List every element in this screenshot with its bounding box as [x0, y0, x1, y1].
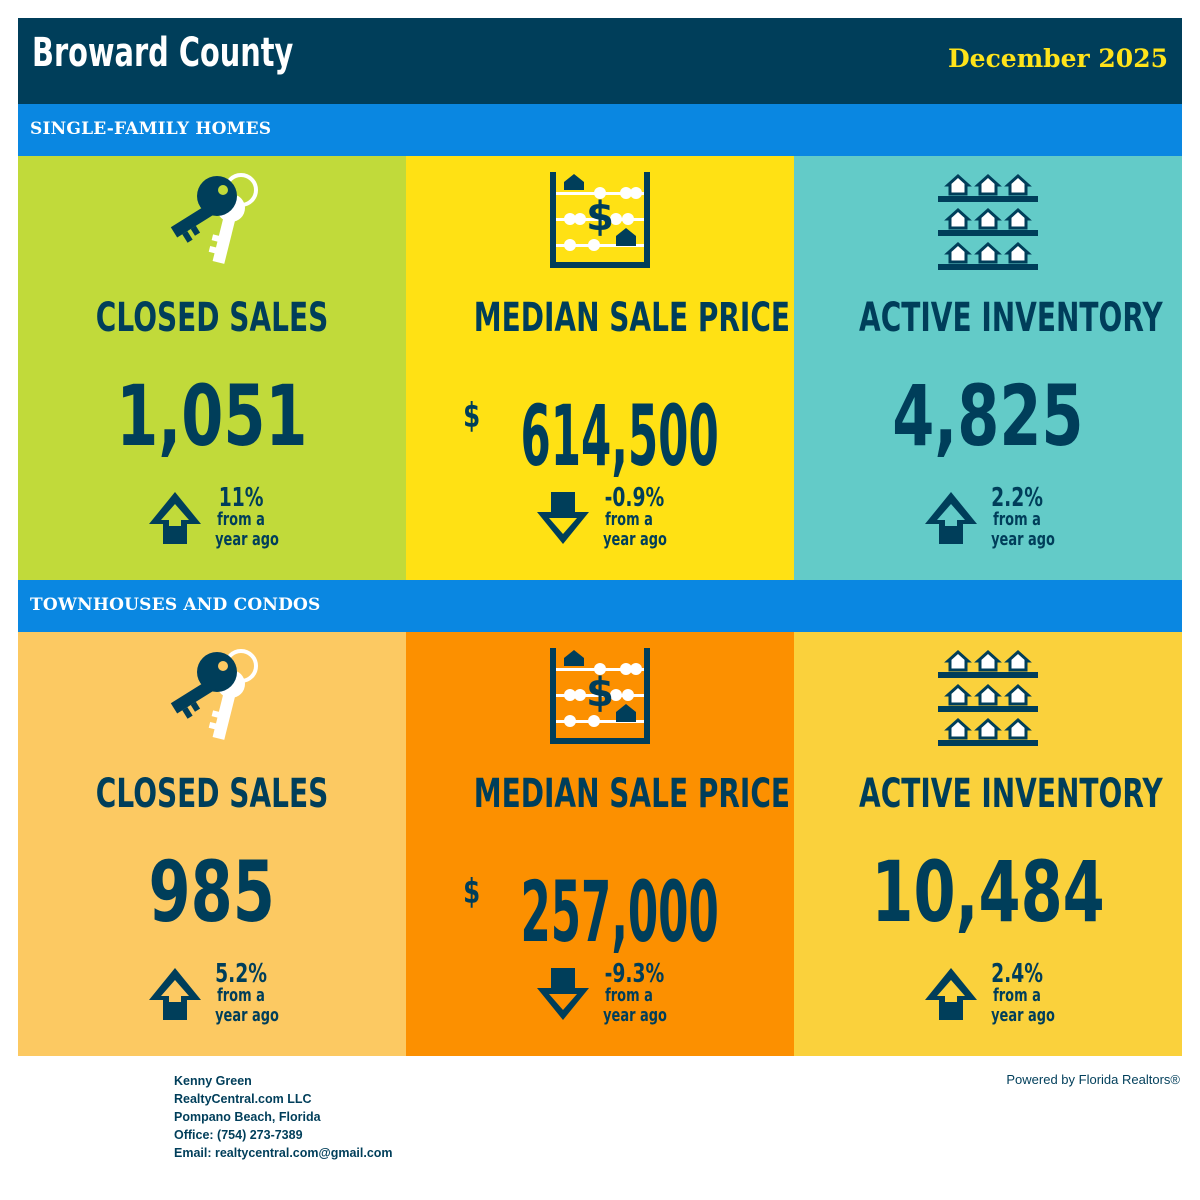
section-townhouses-condos [18, 580, 1182, 632]
metric-change [18, 483, 406, 552]
change-note-1: from a [993, 509, 1041, 530]
header-bar [18, 18, 1182, 104]
tc-median-price-card [406, 632, 794, 1056]
up-arrow-icon [147, 966, 203, 1022]
metric-value: 1,051 [116, 367, 308, 465]
sf-closed-sales-card [18, 156, 406, 580]
up-arrow-icon [923, 490, 979, 546]
single-family-row [18, 156, 1182, 580]
currency-symbol: $ [463, 396, 481, 436]
tc-active-inventory-card [794, 632, 1182, 1056]
agent-email: Email: realtycentral.com@gmail.com [174, 1146, 393, 1160]
metric-change [794, 959, 1182, 1028]
change-note-1: from a [217, 985, 265, 1006]
section-heading: TOWNHOUSES AND CONDOS [30, 595, 321, 615]
agent-contact [174, 1072, 393, 1162]
change-note-2: year ago [215, 529, 279, 550]
metric-value: $ 257,000 [463, 863, 719, 961]
metric-value: 985 [148, 843, 276, 941]
agent-name: Kenny Green [174, 1074, 252, 1088]
county-title: Broward County [32, 30, 294, 76]
metric-value: $ 614,500 [463, 387, 719, 485]
sf-active-inventory-card [794, 156, 1182, 580]
metric-label: MEDIAN SALE PRICE [473, 771, 791, 817]
agent-office-phone: Office: (754) 273-7389 [174, 1128, 303, 1142]
change-percent: 2.2% [991, 483, 1044, 513]
houses-icon [936, 168, 1040, 272]
abacus-icon [548, 168, 652, 272]
up-arrow-icon [147, 490, 203, 546]
change-note-1: from a [605, 509, 653, 530]
section-single-family [18, 104, 1182, 156]
metric-label: MEDIAN SALE PRICE [473, 295, 791, 341]
metric-label: ACTIVE INVENTORY [859, 295, 1163, 341]
change-percent: -0.9% [604, 483, 665, 513]
metric-value: 10,484 [871, 843, 1105, 941]
down-arrow-icon [535, 490, 591, 546]
metric-change [18, 959, 406, 1028]
report-date: December 2025 [947, 44, 1168, 73]
metric-change [794, 483, 1182, 552]
metric-label: CLOSED SALES [95, 771, 329, 817]
up-arrow-icon [923, 966, 979, 1022]
change-note-2: year ago [603, 1005, 667, 1026]
change-percent: 2.4% [991, 959, 1044, 989]
down-arrow-icon [535, 966, 591, 1022]
change-note-2: year ago [215, 1005, 279, 1026]
metric-change [406, 483, 794, 552]
sf-median-price-card [406, 156, 794, 580]
change-percent: -9.3% [604, 959, 665, 989]
powered-by: Powered by Florida Realtors® [1006, 1072, 1180, 1087]
metric-label: ACTIVE INVENTORY [859, 771, 1163, 817]
keys-icon [157, 644, 267, 748]
change-note-1: from a [993, 985, 1041, 1006]
currency-symbol: $ [463, 872, 481, 912]
infographic [18, 18, 1182, 1056]
change-note-2: year ago [603, 529, 667, 550]
agent-company: RealtyCentral.com LLC [174, 1092, 312, 1106]
metric-change [406, 959, 794, 1028]
metric-label: CLOSED SALES [95, 295, 329, 341]
change-percent: 5.2% [215, 959, 268, 989]
abacus-icon [548, 644, 652, 748]
change-note-1: from a [217, 509, 265, 530]
townhouses-condos-row [18, 632, 1182, 1056]
change-percent: 11% [218, 483, 264, 513]
tc-closed-sales-card [18, 632, 406, 1056]
keys-icon [157, 168, 267, 272]
change-note-2: year ago [991, 529, 1055, 550]
section-heading: SINGLE-FAMILY HOMES [30, 119, 272, 139]
agent-location: Pompano Beach, Florida [174, 1110, 321, 1124]
metric-value: 4,825 [892, 367, 1084, 465]
change-note-2: year ago [991, 1005, 1055, 1026]
houses-icon [936, 644, 1040, 748]
change-note-1: from a [605, 985, 653, 1006]
